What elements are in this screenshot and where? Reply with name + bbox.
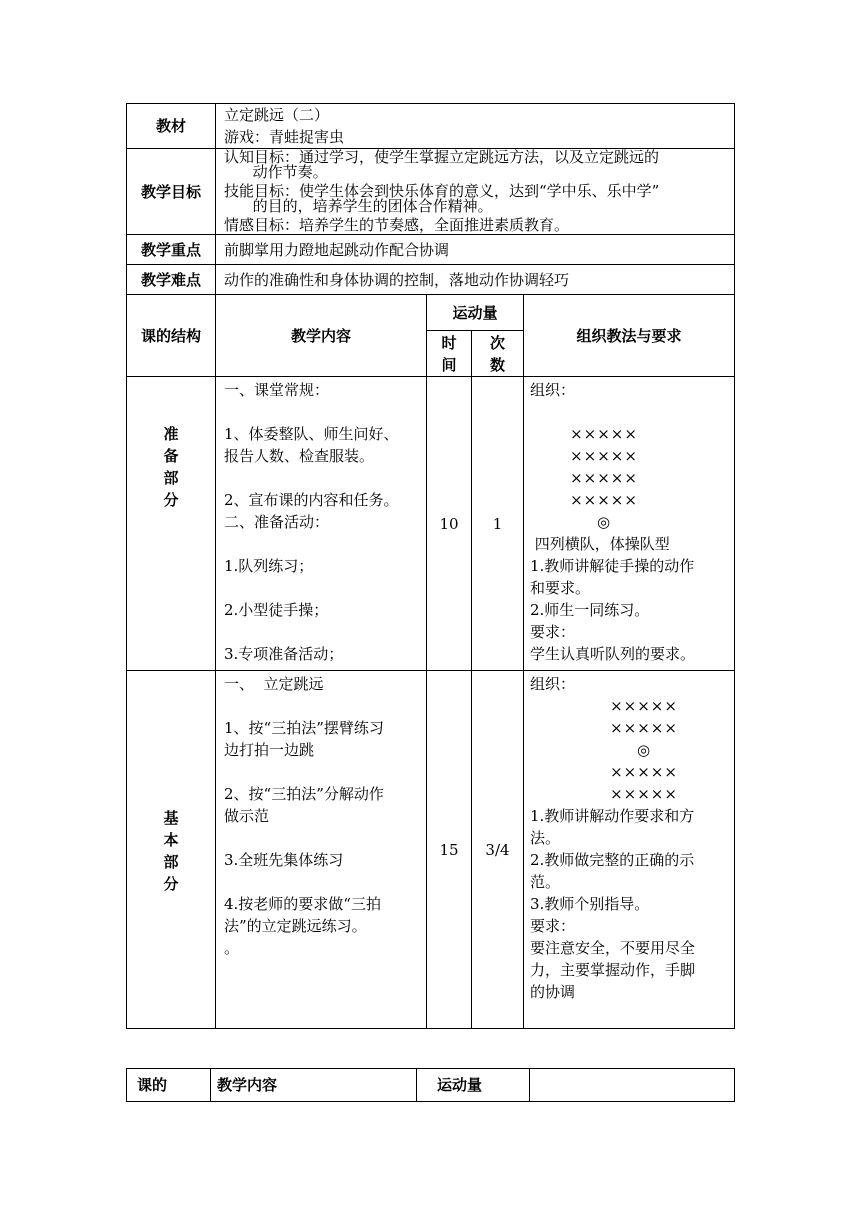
method-line: 1.教师讲解徒手操的动作 (530, 557, 695, 575)
content-spacer (224, 761, 420, 783)
method-header (530, 1069, 735, 1102)
objectives-label: 教学目标 (127, 149, 216, 235)
method-line: 2.师生一同练习。 (530, 601, 650, 619)
method-line: 3.教师个别指导。 (530, 895, 650, 913)
teacher-marker: ◎ (636, 741, 652, 759)
section-name-char: 部 (163, 469, 179, 487)
content-spacer (224, 533, 420, 555)
content-spacer (224, 695, 420, 717)
load-header: 运动量 (427, 295, 524, 331)
content-spacer (224, 577, 420, 599)
content-header: 教学内容 (216, 295, 427, 377)
formation-row: ××××× (610, 719, 678, 737)
content-spacer (224, 401, 420, 423)
content-line: 3.专项准备活动； (224, 645, 344, 663)
method-line: 和要求。 (530, 579, 591, 597)
content-spacer (224, 827, 420, 849)
continuation-table (126, 1068, 735, 1102)
section-row (127, 671, 735, 1029)
content-line: 1、按“三拍法”摆臂练习 (224, 719, 384, 737)
objective-line: 的目的，培养学生的团体合作精神。 (224, 197, 493, 215)
section-name-char: 备 (163, 447, 179, 465)
objectives-value (216, 149, 735, 235)
difficulty-value: 动作的准确性和身体协调的控制，落地动作协调轻巧 (216, 265, 735, 295)
objective-line: 技能目标：使学生体会到快乐体育的意义，达到“学中乐、乐中学” (224, 182, 660, 200)
formation-row: ××××× (570, 469, 638, 487)
section-name-char: 基 (163, 809, 179, 827)
section-name (127, 377, 216, 671)
material-line: 游戏：青蛙捉害虫 (224, 128, 345, 146)
load-header: 运动量 (417, 1069, 530, 1102)
structure-header: 课的 (127, 1069, 211, 1102)
key-point-row (127, 235, 735, 265)
content-line: 一、课堂常规： (224, 381, 330, 399)
count-header (472, 331, 524, 377)
objectives-row (127, 149, 735, 235)
material-line: 立定跳远（二） (224, 106, 330, 124)
section-time: 10 (427, 377, 472, 671)
method-line: 力，主要掌握动作，手脚 (530, 961, 696, 979)
formation-row: ××××× (570, 425, 638, 443)
continuation-header-row (127, 1069, 735, 1102)
content-line: 做示范 (224, 807, 270, 825)
content-line: 1、体委整队、师生问好、 (224, 425, 399, 443)
formation-row: ××××× (610, 785, 678, 803)
column-header-row (127, 295, 735, 331)
formation-row: ××××× (610, 697, 678, 715)
content-spacer (224, 467, 420, 489)
section-count: 3/4 (472, 671, 524, 1029)
section-time: 15 (427, 671, 472, 1029)
method-line: 要注意安全，不要用尽全 (530, 939, 696, 957)
content-header: 教学内容 (211, 1069, 417, 1102)
teacher-marker: ◎ (596, 513, 612, 531)
section-count: 1 (472, 377, 524, 671)
material-row (127, 104, 735, 149)
count-header-char: 次 (489, 333, 505, 352)
section-name (127, 671, 216, 1029)
content-line: 2、按“三拍法”分解动作 (224, 785, 384, 803)
formation-diagram (530, 695, 728, 805)
section-content (216, 671, 427, 1029)
section-row (127, 377, 735, 671)
method-line: 2.教师做完整的正确的示 (530, 851, 695, 869)
method-line: 学生认真听队列的要求。 (530, 645, 696, 663)
structure-header: 课的结构 (127, 295, 216, 377)
method-line: 组织： (530, 381, 576, 399)
content-line: 边打拍一边跳 (224, 741, 315, 759)
objective-line: 认知目标：通过学习，使学生掌握立定跳远方法，以及立定跳远的 (224, 148, 660, 166)
section-name-char: 分 (163, 491, 179, 509)
section-name-char: 本 (163, 831, 179, 849)
section-name-char: 分 (163, 875, 179, 893)
method-line: 1.教师讲解动作要求和方 (530, 807, 695, 825)
key-point-value: 前脚掌用力蹬地起跳动作配合协调 (216, 235, 735, 265)
material-label: 教材 (127, 104, 216, 149)
method-line: 的协调 (530, 983, 576, 1001)
count-header-char: 数 (489, 355, 505, 374)
content-line: 3.全班先集体练习 (224, 851, 344, 869)
method-line: 范。 (530, 873, 561, 891)
method-line: 要求： (530, 623, 576, 641)
lesson-plan-table (126, 103, 735, 1029)
formation-diagram (530, 423, 728, 533)
formation-row: ××××× (610, 763, 678, 781)
section-method (524, 377, 735, 671)
content-line: 。 (224, 939, 240, 957)
difficulty-label: 教学难点 (127, 265, 216, 295)
objective-line: 动作节奏。 (224, 163, 328, 181)
method-line: 要求： (530, 917, 576, 935)
content-line: 报告人数、检查服装。 (224, 447, 375, 465)
objective-line: 情感目标：培养学生的节奏感，全面推进素质教育。 (224, 216, 570, 234)
method-spacer (530, 401, 728, 423)
content-line: 法”的立定跳远练习。 (224, 917, 367, 935)
formation-row: ××××× (570, 447, 638, 465)
content-line: 2、宣布课的内容和任务。 (224, 491, 399, 509)
difficulty-row (127, 265, 735, 295)
method-header: 组织教法与要求 (524, 295, 735, 377)
material-value (216, 104, 735, 149)
time-header-char: 时 (441, 333, 457, 352)
content-line: 1.队列练习； (224, 557, 314, 575)
method-line: 四列横队，体操队型 (530, 535, 670, 553)
time-header (427, 331, 472, 377)
content-line: 二、准备活动： (224, 513, 330, 531)
content-line: 2.小型徒手操； (224, 601, 329, 619)
content-line: 一、 立定跳远 (224, 675, 324, 693)
key-point-label: 教学重点 (127, 235, 216, 265)
time-header-char: 间 (441, 355, 457, 374)
section-name-char: 准 (163, 425, 179, 443)
section-method (524, 671, 735, 1029)
content-spacer (224, 621, 420, 643)
formation-row: ××××× (570, 491, 638, 509)
method-line: 法。 (530, 829, 561, 847)
section-content (216, 377, 427, 671)
method-line: 组织： (530, 675, 576, 693)
content-spacer (224, 871, 420, 893)
content-line: 4.按老师的要求做“三拍 (224, 895, 381, 913)
section-name-char: 部 (163, 853, 179, 871)
